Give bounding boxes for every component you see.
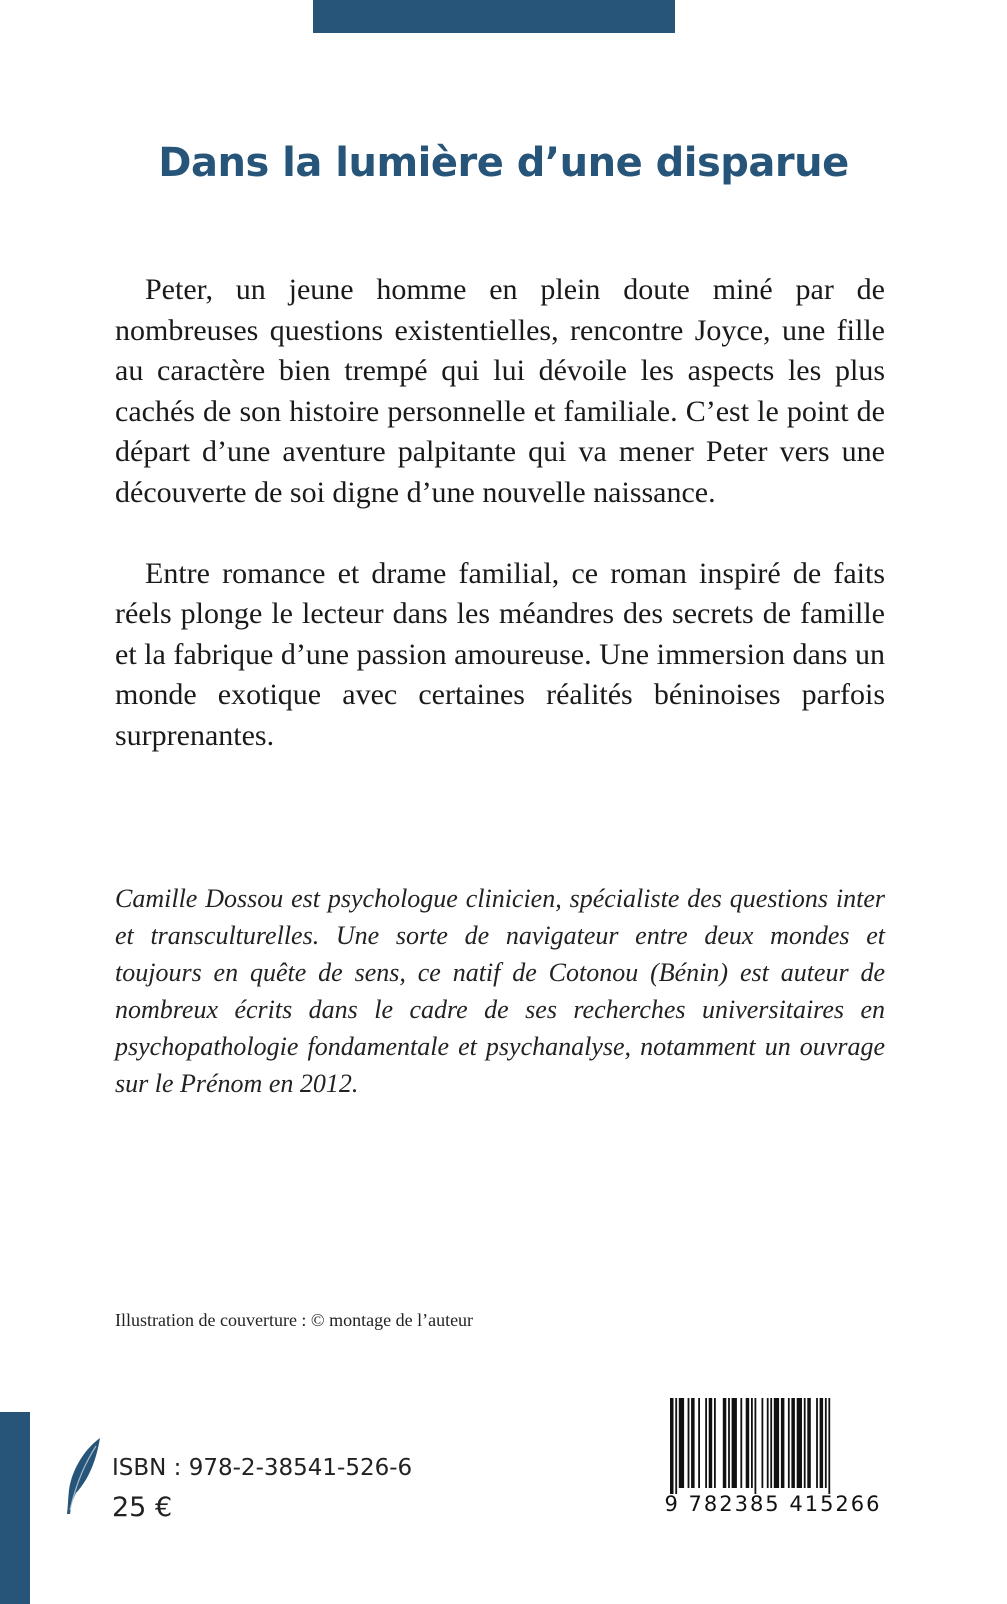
barcode-bar	[688, 1398, 690, 1488]
barcode-bar	[732, 1398, 737, 1488]
synopsis-paragraph: Peter, un jeune homme en plein doute miné par de nombreuses questions existentielles, rencontre Joyce, une fille au caractère bien trempé qui lui dévoile les aspects les plus cachés de son histoire personnelle et familiale. C’est le point de départ d’une aventure palpitante qui va mener Peter vers une découverte de soi digne d’une nouvelle naissance.	[115, 273, 885, 509]
barcode-bar	[828, 1398, 830, 1494]
top-accent-bar	[313, 0, 675, 33]
synopsis	[115, 270, 885, 797]
barcode-bar	[698, 1398, 700, 1488]
barcode	[662, 1398, 884, 1520]
barcode-bar	[670, 1398, 674, 1494]
barcode-bar	[679, 1398, 684, 1488]
barcode-bar	[807, 1398, 811, 1488]
barcode-bar	[728, 1398, 730, 1488]
barcode-bar	[740, 1398, 742, 1488]
barcode-bar	[705, 1398, 707, 1488]
synopsis-paragraph: Entre romance et drame familial, ce roman inspiré de faits réels plonge le lecteur dans les méandres des secrets de famille et la fabrique d’une passion amoureuse. Une immersion dans un monde exotique avec certaines réalités béninoises parfois surprenantes.	[115, 556, 885, 752]
book-title: Dans la lumière d’une disparue	[158, 140, 849, 186]
barcode-bar	[820, 1398, 824, 1488]
barcode-bar	[746, 1398, 750, 1488]
barcode-bar	[825, 1398, 827, 1488]
barcode-bar	[675, 1398, 677, 1494]
barcode-bar	[751, 1398, 753, 1488]
side-accent-bar	[0, 1412, 30, 1604]
barcode-bar	[714, 1398, 716, 1488]
barcode-bar	[804, 1398, 806, 1488]
price: 25 €	[112, 1492, 173, 1523]
barcode-bar	[762, 1398, 764, 1488]
author-bio: Camille Dossou est psychologue clinicien, spécialiste des questions inter et transculturelles. Une sorte de navigateur entre deux mondes et toujours en quête de sens, ce natif de Cotonou (Bénin) est auteur de nombreux écrits dans le cadre de ses recherches universitaires en psychopathologie fondamentale et psychanalyse, notamment un ouvrage sur le Prénom en 2012.	[115, 884, 885, 1098]
isbn: ISBN : 978-2-38541-526-6	[112, 1455, 413, 1481]
barcode-icon	[662, 1398, 884, 1494]
barcode-bar	[816, 1398, 818, 1488]
cover-credit: Illustration de couverture : © montage de l’auteur	[115, 1310, 474, 1330]
barcode-digits: 9 782385 415266	[664, 1492, 882, 1516]
barcode-bar	[767, 1398, 769, 1488]
barcode-bar	[755, 1398, 757, 1494]
barcode-bar	[770, 1398, 772, 1488]
barcode-bar	[723, 1398, 727, 1488]
barcode-bar	[797, 1398, 802, 1488]
barcode-bar	[781, 1398, 785, 1488]
barcode-bar	[791, 1398, 795, 1488]
barcode-bar	[709, 1398, 713, 1488]
barcode-bar	[691, 1398, 695, 1488]
barcode-bar	[774, 1398, 779, 1488]
feather-icon	[62, 1436, 106, 1516]
barcode-bar	[788, 1398, 790, 1488]
